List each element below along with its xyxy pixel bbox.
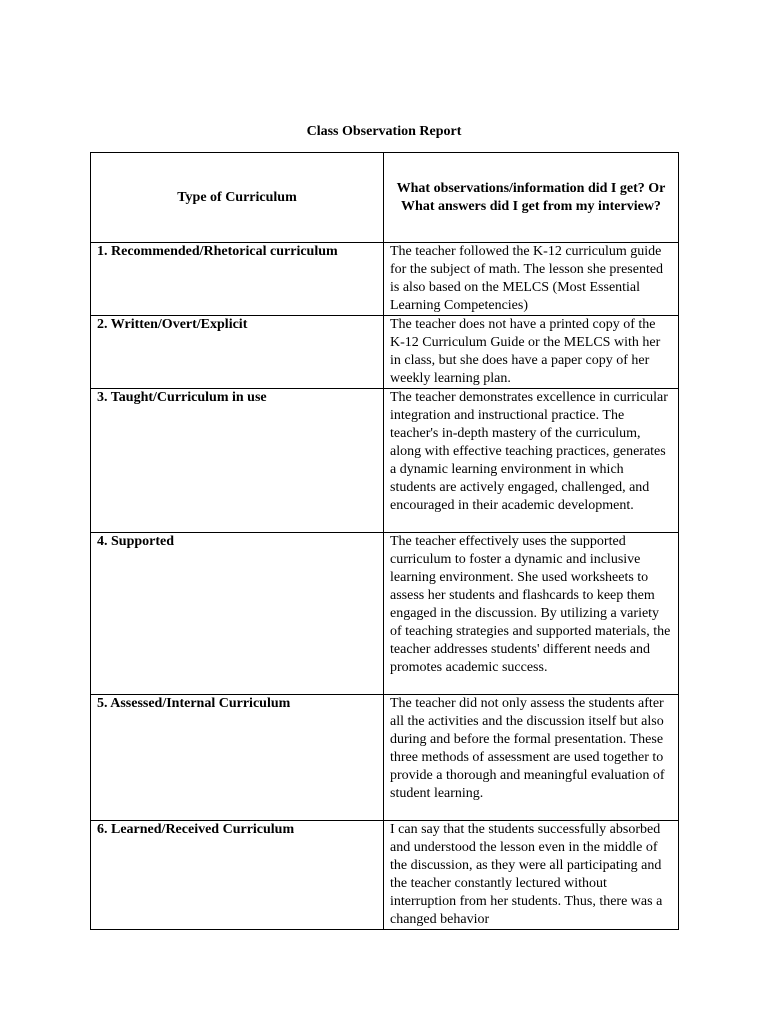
observation-table <box>90 152 679 930</box>
table-row <box>91 695 679 821</box>
table-row <box>91 243 679 316</box>
observation-cell: The teacher effectively uses the supported curriculum to foster a dynamic and inclusive learning environment. She used worksheets to assess her students and flashcards to keep them engaged in the discussion. By utilizing a variety of teaching strategies and supported materials, the teacher addresses students' different needs and promotes academic success. <box>384 533 679 695</box>
curriculum-type-cell: 5. Assessed/Internal Curriculum <box>91 695 384 821</box>
table-header-row <box>91 153 679 243</box>
table-row <box>91 389 679 533</box>
page-title: Class Observation Report <box>306 124 462 139</box>
observation-cell: The teacher followed the K-12 curriculum guide for the subject of math. The lesson she presented is also based on the MELCS (Most Essential Learning Competencies) <box>384 243 679 316</box>
table-row <box>91 533 679 695</box>
header-type-of-curriculum: Type of Curriculum <box>91 153 384 243</box>
header-observations: What observations/information did I get? Or What answers did I get from my interview? <box>384 153 679 243</box>
curriculum-type-cell: 2. Written/Overt/Explicit <box>91 316 384 389</box>
observation-cell: The teacher did not only assess the students after all the activities and the discussion itself but also during and before the formal presentation. These three methods of assessment are used together to provide a thorough and meaningful evaluation of student learning. <box>384 695 679 821</box>
observation-cell: The teacher demonstrates excellence in curricular integration and instructional practice. The teacher's in-depth mastery of the curriculum, along with effective teaching practices, generates a dynamic learning environment in which students are actively engaged, challenged, and encouraged in their academic development. <box>384 389 679 533</box>
observation-cell: The teacher does not have a printed copy of the K-12 Curriculum Guide or the MELCS with her in class, but she does have a paper copy of her weekly learning plan. <box>384 316 679 389</box>
observation-cell: I can say that the students successfully absorbed and understood the lesson even in the middle of the discussion, as they were all participating and the teacher constantly lectured without interruption from her students. Thus, there was a changed behavior <box>384 821 679 930</box>
table-row <box>91 821 679 930</box>
table-row <box>91 316 679 389</box>
curriculum-type-cell: 6. Learned/Received Curriculum <box>91 821 384 930</box>
curriculum-type-cell: 3. Taught/Curriculum in use <box>91 389 384 533</box>
curriculum-type-cell: 4. Supported <box>91 533 384 695</box>
curriculum-type-cell: 1. Recommended/Rhetorical curriculum <box>91 243 384 316</box>
